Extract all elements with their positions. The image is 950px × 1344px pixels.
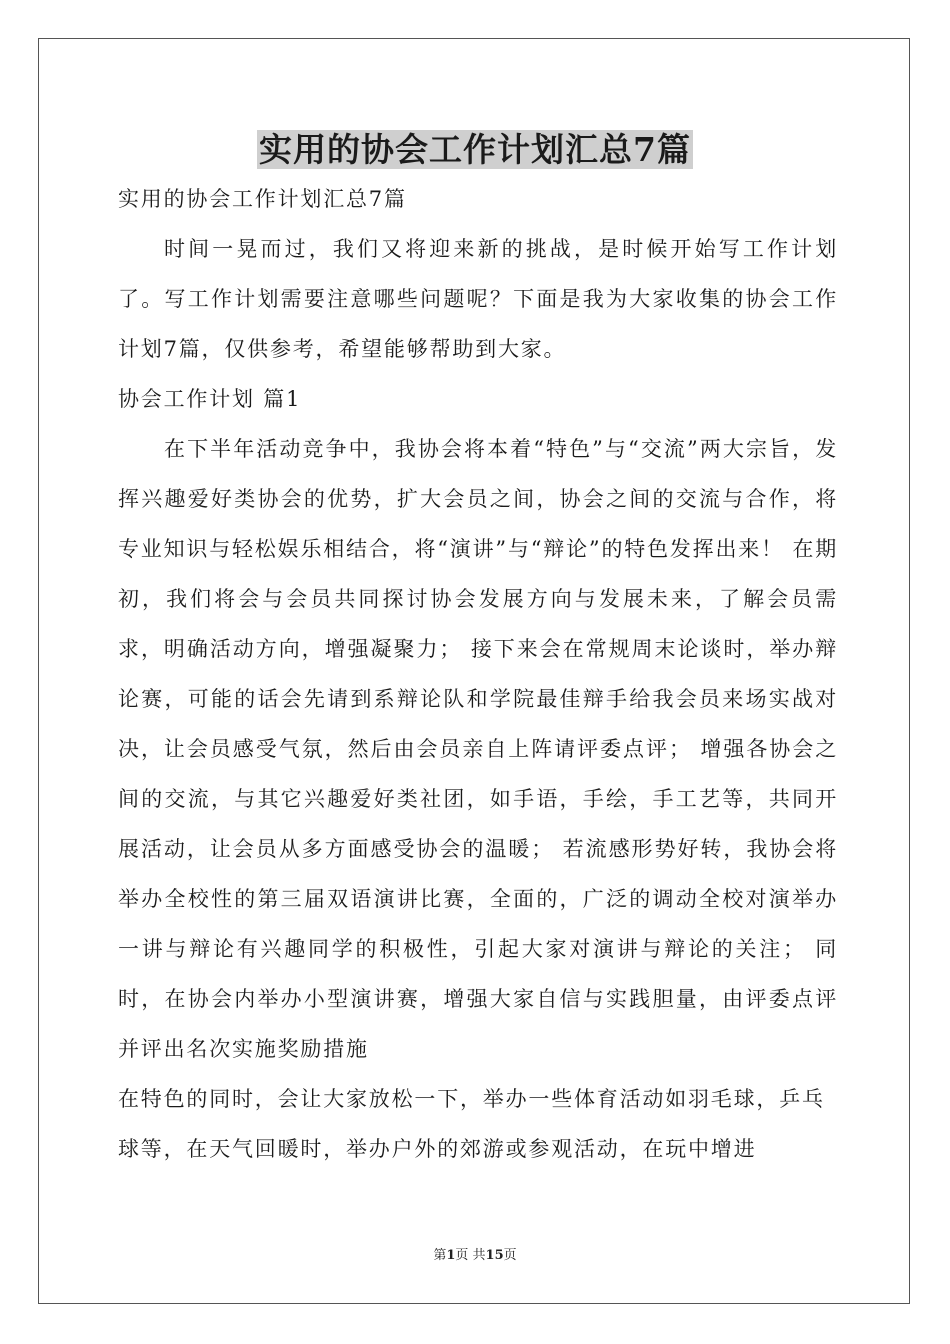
intro-paragraph: 时间一晃而过，我们又将迎来新的挑战，是时候开始写工作计划了。写工作计划需要注意哪些问题呢？下面是我为大家收集的协会工作计划7篇，仅供参考，希望能够帮助到大家。 [118, 237, 838, 361]
document-title [0, 128, 950, 172]
footer-mid: 页 共 [455, 1248, 486, 1263]
footer-prefix: 第 [433, 1248, 447, 1263]
footer-total-pages: 15 [485, 1248, 504, 1263]
document-title-text: 实用的协会工作计划汇总7篇 [259, 130, 691, 169]
document-body [118, 174, 838, 1174]
body-paragraph: 在下半年活动竞争中，我协会将本着“特色”与“交流”两大宗旨，发挥兴趣爱好类协会的优势，扩大会员之间，协会之间的交流与合作，将专业知识与轻松娱乐相结合，将“演讲”与“辩论”的特色发挥出来！ 在期初，我们将会与会员共同探讨协会发展方向与发展未来，了解会员需求，明确活动方向，增强凝聚力； 接下来会在常规周末论谈时，举办辩论赛，可能的话会先请到系辩论队和学院最佳辩手给我会员来场实战对决，让会员感受气氛，然后由会员亲自上阵请评委点评； 增强各协会之间的交流，与其它兴趣爱好类社团，如手语，手绘，手工艺等，共同开展活动，让会员从多方面感受协会的温暖； 若流感形势好转，我协会将举办全校性的第三届双语演讲比赛，全面的，广泛的调动全校对演举办一讲与辩论有兴趣同学的积极性，引起大家对演讲与辩论的关注； 同时，在协会内举办小型演讲赛，增强大家自信与实践胆量，由评委点评并评出名次实施奖励措施 [118, 437, 838, 1061]
footer-current-page: 1 [446, 1248, 456, 1263]
page-footer [0, 1244, 950, 1263]
body-paragraph-continued: 在特色的同时，会让大家放松一下，举办一些体育活动如羽毛球，乒乓球等，在天气回暖时，举办户外的郊游或参观活动，在玩中增进 [118, 1087, 825, 1161]
section-heading: 协会工作计划 篇1 [118, 387, 302, 411]
document-subtitle: 实用的协会工作计划汇总7篇 [118, 187, 407, 211]
footer-suffix: 页 [503, 1248, 517, 1263]
